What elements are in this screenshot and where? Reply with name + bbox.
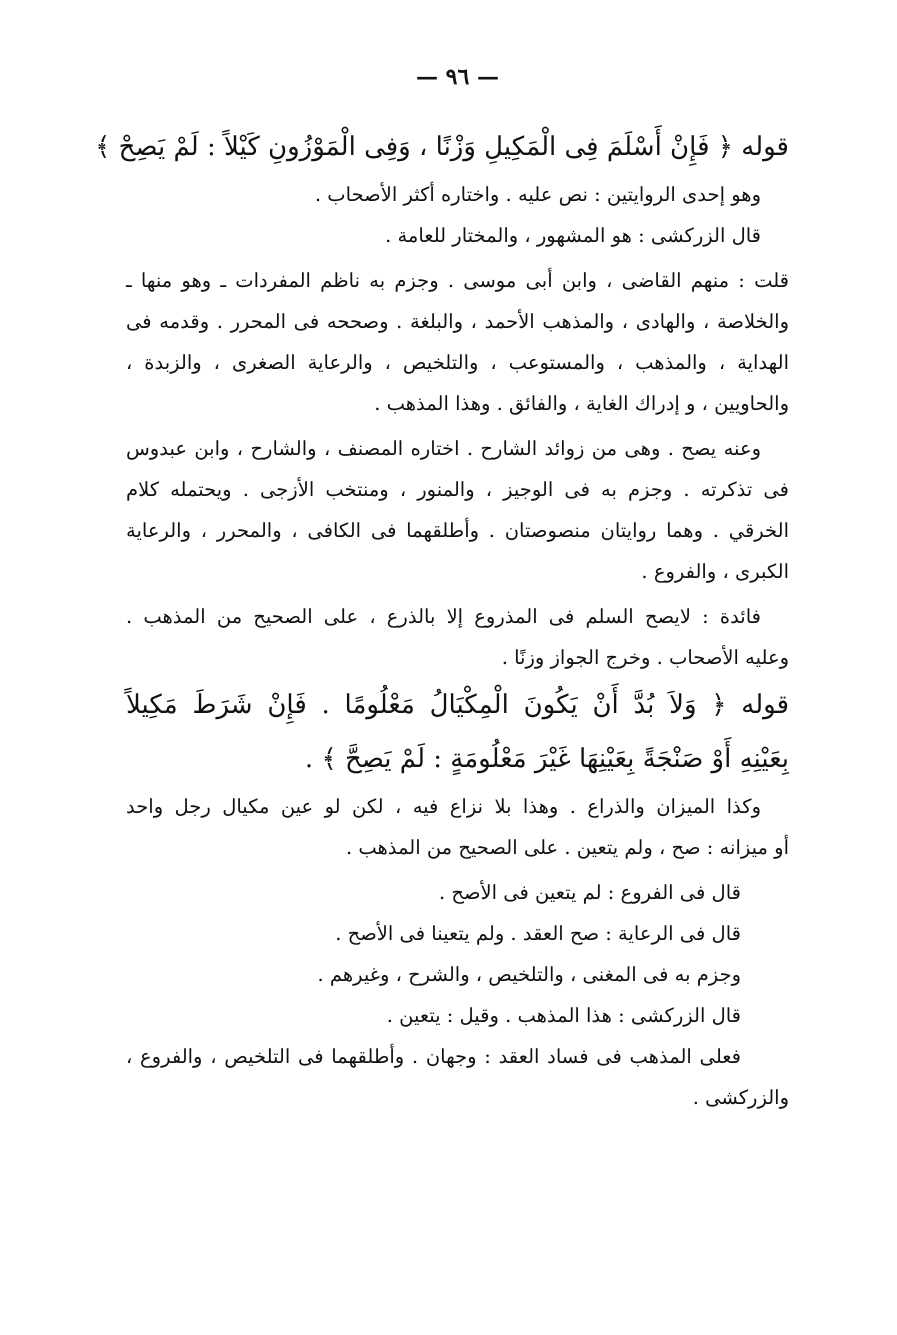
quoted-text-line: قوله ﴿ وَلاَ بُدَّ أَنْ يَكُونَ الْمِكْيَالُ مَعْلُومًا . فَإِنْ شَرَطَ مَكِيلاً [126,690,789,720]
text-line: والحاويين ، و إدراك الغاية ، والفائق . وهذا المذهب . [374,392,789,415]
text-line: قلت : منهم القاضى ، وابن أبى موسى . وجزم به ناظم المفردات ـ وهو منها ـ [126,269,789,292]
text-line: فائدة : لايصح السلم فى المذروع إلا بالذرع ، على الصحيح من المذهب . [126,605,761,628]
text-line: الهداية ، والمذهب ، والمستوعب ، والتلخيص ، والرعاية الصغرى ، والزبدة ، [126,351,789,374]
text-line: والزركشى . [692,1086,789,1109]
text-line: قال الزركشى : هو المشهور ، والمختار للعامة . [385,224,761,247]
text-line: وجزم به فى المغنى ، والتلخيص ، والشرح ، وغيرهم . [317,963,741,986]
quoted-text-line: قوله ﴿ فَإِنْ أَسْلَمَ فِى الْمَكِيلِ وَزْنًا ، وَفِى الْمَوْزُونِ كَيْلاً : لَمْ يَصِحْ ﴾ [95,132,789,162]
text-line: قال الزركشى : هذا المذهب . وقيل : يتعين . [386,1004,741,1027]
text-line: وهو إحدى الروايتين : نص عليه . واختاره أكثر الأصحاب . [314,183,761,206]
text-line: فعلى المذهب فى فساد العقد : وجهان . وأطلقهما فى التلخيص ، والفروع ، [126,1045,741,1068]
text-line: قال فى الرعاية : صح العقد . ولم يتعينا فى الأصح . [335,922,741,945]
quoted-text-line: بِعَيْنِهِ أَوْ صَنْجَةً بِعَيْنِهَا غَيْرَ مَعْلُومَةٍ : لَمْ يَصِحَّ ﴾ . [304,744,789,774]
text-line: الكبرى ، والفروع . [641,560,789,583]
text-line: والخلاصة ، والهادى ، والمذهب الأحمد ، والبلغة . وصححه فى المحرر . وقدمه فى [126,310,789,333]
page-number: — ٩٦ — [416,64,499,90]
text-line: أو ميزانه : صح ، ولم يتعين . على الصحيح من المذهب . [345,836,789,859]
text-line: فى تذكرته . وجزم به فى الوجيز ، والمنور ، ومنتخب الأزجى . ويحتمله كلام [126,478,789,501]
text-line: وعنه يصح . وهى من زوائد الشارح . اختاره المصنف ، والشارح ، وابن عبدوس [126,437,761,460]
text-line: وكذا الميزان والذراع . وهذا بلا نزاع فيه ، لكن لو عين مكيال رجل واحد [126,795,761,818]
text-line: وعليه الأصحاب . وخرج الجواز وزنًا . [501,646,789,669]
text-line: الخرقي . وهما روايتان منصوصتان . وأطلقهما فى الكافى ، والمحرر ، والرعاية [126,519,789,542]
text-line: قال فى الفروع : لم يتعين فى الأصح . [438,881,741,904]
